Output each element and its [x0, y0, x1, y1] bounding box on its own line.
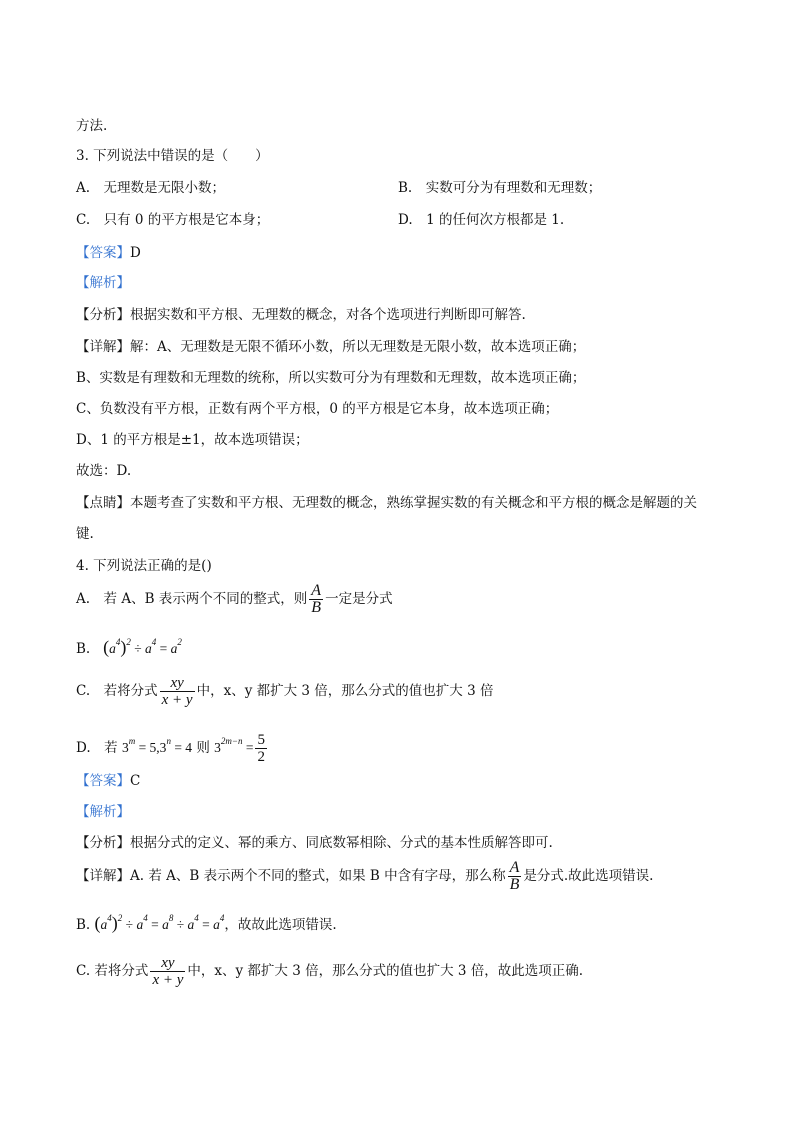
- q4-option-c-pre: C. 若将分式: [76, 683, 158, 699]
- q3-option-b: B. 实数可分为有理数和无理数；: [398, 180, 602, 196]
- answer-tag: 【答案】: [76, 245, 130, 261]
- fraction-denominator: x + y: [152, 972, 184, 988]
- q4-xiangjie-b: [76, 906, 337, 937]
- xiangjie-tag: 【详解】: [76, 339, 130, 355]
- xiangjie-b-label: B.: [76, 917, 91, 933]
- fraction-a-over-b: [309, 583, 323, 616]
- q3-option-a: A. 无理数是无限小数；: [76, 180, 226, 196]
- q4-fenxi: [76, 833, 553, 853]
- q4-option-d-label: D. 若: [76, 740, 118, 756]
- fraction-numerator: 5: [257, 732, 265, 748]
- answer-value: D: [130, 245, 141, 261]
- fenxi-tag: 【分析】: [76, 307, 130, 323]
- q4-option-d-mid: 则: [196, 740, 210, 756]
- xiangjie-tag: 【详解】: [76, 868, 130, 884]
- xiangjie-c-post: 中，x、y 都扩大 3 倍，那么分式的值也扩大 3 倍，故此选项正确.: [187, 963, 584, 979]
- q3-stem: 3. 下列说法中错误的是（ ）: [76, 148, 269, 164]
- fraction-numerator: A: [509, 859, 520, 876]
- fraction-five-halves: [255, 732, 267, 765]
- q4-option-b: [76, 630, 182, 661]
- fraction-numerator: A: [311, 582, 322, 599]
- fraction-denominator: B: [509, 876, 520, 893]
- xiangjie-a-post: 是分式.故此选项错误.: [523, 868, 654, 884]
- q4-jiexi: [76, 802, 130, 822]
- q3-answer: [76, 243, 141, 263]
- fenxi-tag: 【分析】: [76, 835, 130, 851]
- q3-option-c: C. 只有 0 的平方根是它本身；: [76, 212, 270, 228]
- q3-xiangjie-a: [76, 337, 585, 357]
- q3-xiangjie-c: C、负数没有平方根，正数有两个平方根，0 的平方根是它本身，故本选项正确；: [76, 401, 559, 417]
- q3-dianjing: [76, 493, 697, 513]
- q3-xiangjie-d: D、1 的平方根是±1，故本选项错误；: [76, 432, 309, 448]
- q4-option-a-post: 一定是分式: [325, 591, 393, 607]
- fenxi-text: 根据实数和平方根、无理数的概念，对各个选项进行判断即可解答.: [130, 307, 526, 323]
- q4-xiangjie-c: [76, 952, 583, 990]
- q4-option-d: [76, 722, 269, 767]
- q4-option-a: [76, 582, 393, 616]
- xiangjie-c-pre: C. 若将分式: [76, 963, 149, 979]
- fenxi-text: 根据分式的定义、幂的乘方、同底数幂相除、分式的基本性质解答即可.: [130, 835, 553, 851]
- fraction-xy-over-x-plus-y: [160, 675, 195, 708]
- q4-option-a-pre: A. 若 A、B 表示两个不同的整式，则: [76, 591, 308, 607]
- answer-value: C: [130, 773, 141, 789]
- text-fangfa: 方法.: [76, 118, 108, 134]
- fraction-denominator: x + y: [161, 692, 193, 708]
- dianjing-text: 本题考查了实数和平方根、无理数的概念，熟练掌握实数的有关概念和平方根的概念是解题的关: [130, 495, 697, 511]
- xiangjie-a-pre: A. 若 A、B 表示两个不同的整式，如果 B 中含有字母，那么称: [130, 868, 506, 884]
- q4-stem: 4. 下列说法正确的是(): [76, 558, 212, 574]
- fraction-numerator: xy: [170, 675, 184, 691]
- q4-option-d-power: $3^{2m-n}$ =: [214, 736, 254, 755]
- q3-option-d: D. 1 的任何次方根都是 1.: [398, 212, 565, 228]
- q4-option-d-formula: $3^m = 5,3^n = 4$: [121, 736, 193, 755]
- xiangjie-b-post: ，故故此选项错误.: [224, 917, 337, 933]
- q4-answer: [76, 771, 140, 791]
- q3-dianjing-cont: 键.: [76, 526, 94, 542]
- q3-fenxi: [76, 305, 526, 325]
- fraction-a-over-b: [508, 860, 522, 893]
- q4-option-c: [76, 672, 493, 710]
- fraction-xy-over-x-plus-y: [150, 955, 185, 988]
- xiangjie-text: 解：A、无理数是无限不循环小数，所以无理数是无限小数，故本选项正确；: [130, 339, 586, 355]
- q4-xiangjie-a: [76, 858, 653, 894]
- dianjing-tag: 【点睛】: [76, 495, 130, 511]
- q4-option-b-formula: $(a^4)^2 \div a^4 = a^2$: [103, 637, 182, 657]
- fraction-denominator: B: [311, 599, 322, 616]
- q4-option-c-post: 中，x、y 都扩大 3 倍，那么分式的值也扩大 3 倍: [196, 683, 494, 699]
- fraction-denominator: 2: [257, 749, 265, 765]
- q3-jiexi: [76, 273, 130, 293]
- q3-guxuan: 故选：D.: [76, 463, 132, 479]
- q4-xiangjie-b-formula: $(a^4)^2 \div a^4 = a^8 \div a^4 = a^4$: [94, 913, 225, 933]
- answer-tag: 【答案】: [76, 773, 130, 789]
- q3-xiangjie-b: B、实数是有理数和无理数的统称，所以实数可分为有理数和无理数，故本选项正确；: [76, 370, 586, 386]
- q4-option-b-label: B.: [76, 641, 91, 657]
- jiexi-tag: 【解析】: [76, 804, 130, 820]
- jiexi-tag: 【解析】: [76, 275, 130, 291]
- fraction-numerator: xy: [161, 955, 175, 971]
